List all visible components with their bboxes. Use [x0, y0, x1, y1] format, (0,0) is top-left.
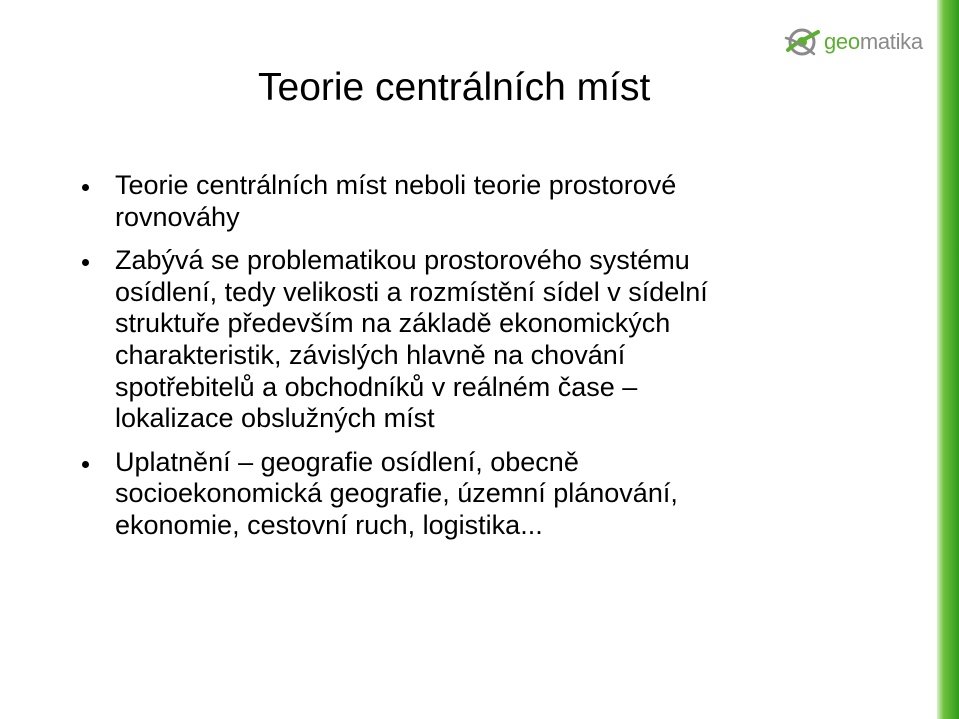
bullet-line: charakteristik, závislých hlavně na chování	[115, 339, 626, 370]
bullet-line: struktuře především na základě ekonomických	[115, 308, 671, 339]
logo-text	[824, 31, 923, 53]
bullet-line: Zabývá se problematikou prostorového systému	[115, 245, 690, 276]
logo-text-matika: matika	[859, 29, 923, 54]
bullet-line: spotřebitelů a obchodníků v reálném čase –	[115, 371, 638, 402]
geomatika-logo-icon	[784, 24, 820, 60]
bullet-line: Uplatnění – geografie osídlení, obecně	[115, 446, 579, 477]
bullet-item	[78, 170, 838, 233]
bullet-line: socioekonomická geografie, územní plánování,	[115, 478, 678, 509]
bullet-item	[78, 245, 838, 435]
bullet-dot	[82, 461, 89, 468]
logo-text-geo: geo	[824, 29, 860, 54]
geomatika-logo	[784, 22, 923, 62]
bullet-list	[78, 170, 838, 554]
accent-bar	[937, 0, 959, 719]
slide-title: Teorie centrálních míst	[258, 66, 651, 109]
bullet-item	[78, 447, 838, 542]
bullet-line: Teorie centrálních míst neboli teorie prostorové	[115, 170, 677, 200]
bullet-line: rovnováhy	[115, 201, 240, 232]
bullet-line: ekonomie, cestovní ruch, logistika...	[115, 509, 543, 540]
bullet-line: osídlení, tedy velikosti a rozmístění sídel v sídelní	[115, 276, 708, 307]
bullet-dot	[82, 259, 89, 266]
bullet-line: lokalizace obslužných míst	[115, 403, 435, 434]
bullet-dot	[82, 184, 89, 191]
